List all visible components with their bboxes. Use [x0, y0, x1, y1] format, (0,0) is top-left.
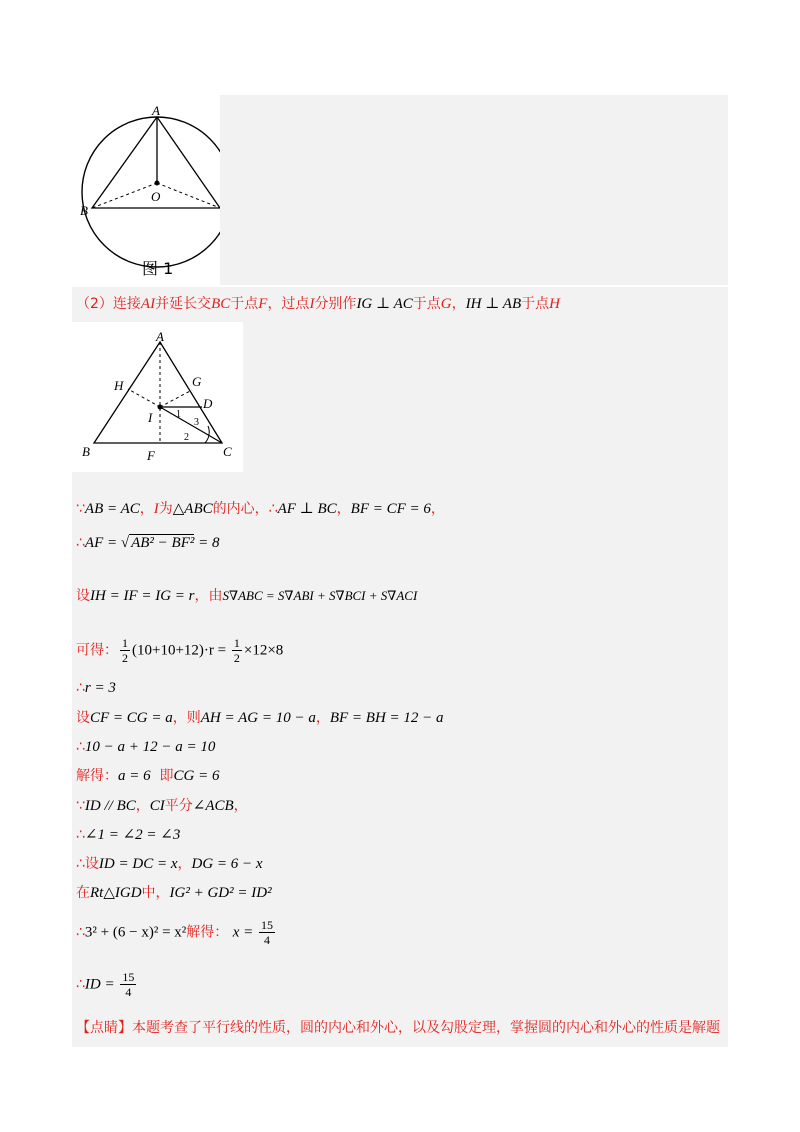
- line-6: 设CF = CG = a，则AH = AG = 10 − a，BF = BH = 12 − a: [76, 710, 444, 726]
- segment-ob: [92, 183, 157, 208]
- line-5: ∴r = 3: [76, 680, 116, 696]
- label-i2: I: [148, 410, 153, 425]
- line-4: 可得： $\frac{1}{2}$ (10+10+12)·r = $\frac{1}{2}$ ×12×8: [76, 636, 284, 665]
- line-11: ∴设ID = DC = x，DG = 6 − x: [76, 856, 263, 872]
- figure-2-svg: [72, 322, 243, 472]
- label-g2: G: [192, 374, 202, 389]
- line-1: ∵AB = AC，I为△ABC的内心，∴AF ⊥ BC，BF = CF = 6，: [76, 501, 445, 517]
- line-8: 解得：a = 6 即CG = 6: [76, 768, 220, 784]
- label-b: B: [80, 203, 88, 218]
- label-angle-3: 3: [194, 417, 199, 428]
- label-angle-2: 2: [184, 432, 189, 443]
- segment-ic: [160, 407, 222, 443]
- line-7: ∴10 − a + 12 − a = 10: [76, 739, 216, 755]
- label-d2: D: [203, 396, 213, 411]
- part2-intro: （2）连接AI并延长交BC于点F，过点I分别作IG ⊥ AC于点G，IH ⊥ AB于点H: [76, 296, 560, 312]
- incenter-point: [158, 405, 163, 410]
- figure-2: [72, 322, 243, 472]
- line-13: ∴3² + (6 − x)² = x²解得： x = $\frac{15}{4}$: [76, 918, 274, 947]
- line-10: ∴∠1 = ∠2 = ∠3: [76, 827, 181, 843]
- line-3: 设IH = IF = IG = r，由S∇ABC = S∇ABI + S∇BCI + S∇ACI: [76, 588, 418, 604]
- line-9: ∵ID // BC，CI平分∠ACB，: [76, 798, 248, 814]
- label-a2: A: [156, 329, 164, 344]
- figure-1-caption: 图 1: [142, 259, 174, 278]
- line-12: 在Rt△IGD中，IG² + GD² = ID²: [76, 885, 272, 901]
- line-14: ∴ID = $\frac{15}{4}$: [76, 970, 135, 999]
- gray-panel: [220, 95, 728, 285]
- line-15-comment: 【点睛】本题考查了平行线的性质，圆的内心和外心，以及勾股定理，掌握圆的内心和外心的性质是解题: [76, 1020, 720, 1036]
- label-a: A: [152, 103, 160, 118]
- label-o: O: [151, 189, 161, 204]
- label-angle-1: 1: [176, 409, 181, 420]
- label-f2: F: [147, 448, 155, 463]
- segment-oc: [157, 183, 220, 208]
- label-h2: H: [114, 378, 124, 393]
- line-2: ∴AF = √ AB² − BF² = 8: [76, 535, 220, 551]
- label-b2: B: [82, 444, 90, 459]
- label-c2: C: [223, 444, 232, 459]
- segment-ig: [160, 390, 192, 407]
- segment-ih: [128, 389, 160, 407]
- center-point: [155, 181, 160, 186]
